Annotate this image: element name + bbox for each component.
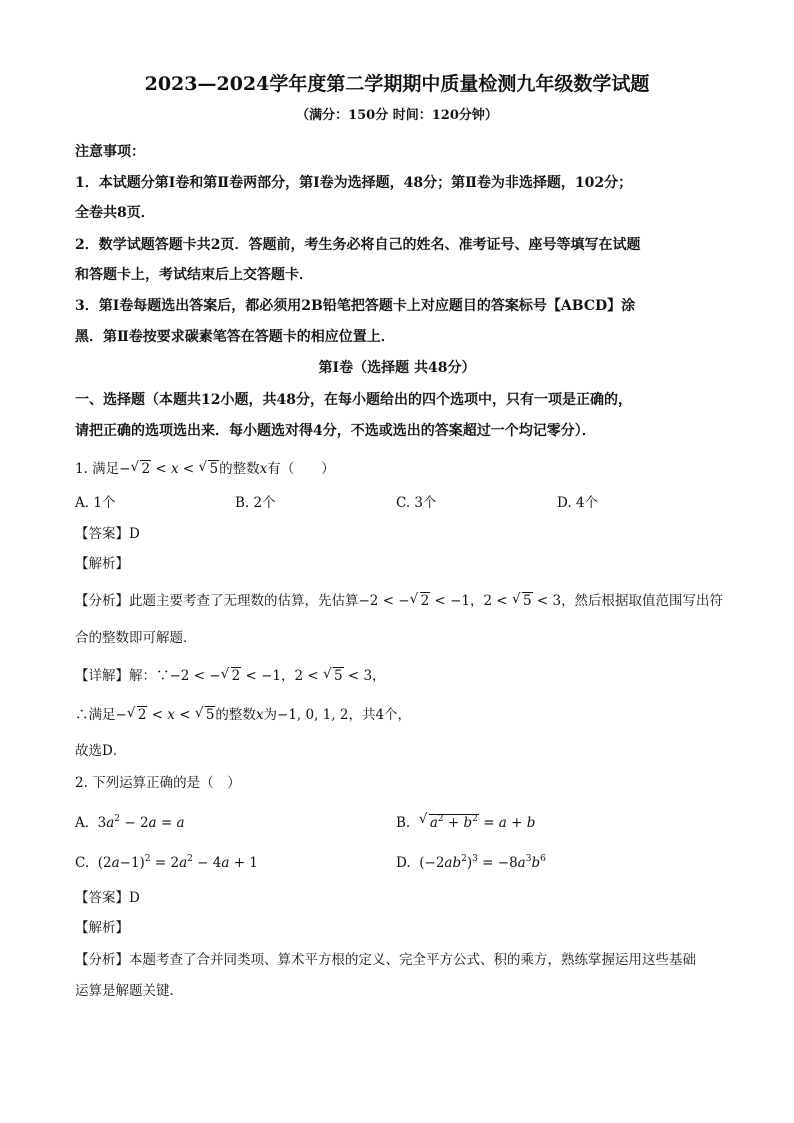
- q1-suffix: 的整数: [219, 461, 260, 477]
- q1-tail: 有（ ）: [267, 461, 335, 477]
- section-intro-line-1: 一、选择题（本题共12小题，共48分，在每小题给出的四个选项中，只有一项是正确的，: [75, 392, 632, 408]
- q1-fenxi-label: 【分析】: [75, 593, 129, 609]
- q2-option-c-math: $(2a-1)^2 = 2a^2 - 4a + 1$: [97, 854, 258, 871]
- q1-fenxi-text-2: ，然后根据取值范围写出符: [561, 593, 724, 609]
- q1-var: x: [259, 461, 268, 477]
- notes-heading: 注意事项：: [75, 144, 145, 160]
- note-2-line-2: 和答题卡上，考试结束后上交答题卡．: [75, 267, 313, 283]
- q2-option-c-label: C.: [75, 855, 90, 871]
- note-1-line-1: 1．本试题分第Ⅰ卷和第Ⅱ卷两部分，第Ⅰ卷为选择题，48分；第Ⅱ卷为非选择题，102分；: [75, 175, 633, 191]
- q1-therefore-mid: 的整数: [215, 707, 256, 723]
- q1-choose: 故选D．: [75, 743, 127, 759]
- q1-therefore-is: 为: [263, 707, 278, 723]
- q1-fenxi-text-1: 此题主要考查了无理数的估算，先估算: [129, 593, 359, 609]
- q2-fenxi-line-2: 运算是解题关键．: [75, 983, 183, 999]
- q2-option-b-math: √ $a^2 + b^2 = a + b$: [419, 815, 536, 831]
- q1-fenxi-line-1: [75, 595, 723, 609]
- q1-analysis-label: 【解析】: [75, 556, 129, 572]
- q2-analysis-label: 【解析】: [75, 920, 129, 936]
- q2-option-b-label: B.: [396, 815, 411, 831]
- page-subtitle: （满分：150分 时间：120分钟）: [296, 108, 498, 123]
- q2-option-d: [396, 855, 546, 871]
- q1-therefore-line: [75, 709, 411, 723]
- q2-answer: 【答案】D: [75, 890, 140, 906]
- q1-therefore-inequality: −√ 2 < x < √ 5: [116, 707, 216, 723]
- q2-fenxi-line-1: [75, 954, 696, 968]
- q1-therefore-tail: ，共4个，: [348, 707, 412, 723]
- page-title: 2023—2024学年度第二学期期中质量检测九年级数学试题: [144, 73, 650, 95]
- q2-option-c: [75, 855, 258, 871]
- q1-detail-line: [75, 670, 386, 684]
- q1-answer: 【答案】D: [75, 526, 140, 542]
- q2-fenxi-label: 【分析】: [75, 952, 129, 968]
- q2-option-d-label: D.: [396, 855, 411, 871]
- note-2-line-1: 2．数学试题答题卡共2页．答题前，考生务必将自己的姓名、准考证号、座号等填写在试题: [75, 237, 641, 253]
- note-3-line-1: 3．第Ⅰ卷每题选出答案后，都必须用2B铅笔把答题卡上对应题目的答案标号【ABCD】涂: [75, 298, 636, 314]
- q1-therefore-prefix: ∴满足: [75, 707, 116, 723]
- q1-therefore-values: −1, 0, 1, 2: [277, 707, 349, 723]
- q1-detail-text: 解：∵: [129, 668, 170, 684]
- q2-option-a-label: A.: [75, 815, 90, 831]
- section-intro-line-2: 请把正确的选项选出来．每小题选对得4分，不选或选出的答案超过一个均记零分）．: [75, 423, 596, 439]
- q2-option-a: [75, 815, 185, 831]
- section-title: 第Ⅰ卷（选择题 共48分）: [318, 360, 476, 376]
- q1-detail-label: 【详解】: [75, 668, 129, 684]
- q2-option-b: [396, 815, 535, 831]
- note-3-line-2: 黑．第Ⅱ卷按要求碳素笔答在答题卡的相应位置上．: [75, 329, 395, 345]
- q1-detail-math: −2 < −√ 2 < −1，2 < √ 5 < 3，: [170, 668, 386, 684]
- q1-option-c: C. 3个: [396, 495, 437, 511]
- question-1-stem: [75, 463, 335, 477]
- q1-option-b: B. 2个: [235, 495, 276, 511]
- q1-option-a: A. 1个: [75, 495, 116, 511]
- note-1-line-2: 全卷共8页．: [75, 205, 155, 221]
- q2-option-a-math: $3a^2 - 2a = a$: [97, 814, 185, 831]
- q2-option-d-math: $(-2ab^2)^3 = -8a^3b^6$: [419, 854, 546, 871]
- q1-therefore-var: x: [255, 707, 264, 723]
- q1-fenxi-math: −2 < −√ 2 < −1，2 < √ 5 < 3: [359, 593, 562, 609]
- q1-inequality: −√ 2 < x < √ 5: [119, 461, 219, 477]
- q1-prefix: 1. 满足: [75, 461, 120, 477]
- q2-fenxi-text: 本题考查了合并同类项、算术平方根的定义、完全平方公式、积的乘方，熟练掌握运用这些基础: [129, 952, 696, 968]
- q1-fenxi-line-2: 合的整数即可解题．: [75, 630, 197, 646]
- question-2-stem: 2. 下列运算正确的是（ ）: [75, 775, 241, 791]
- q1-option-d: D. 4个: [557, 495, 599, 511]
